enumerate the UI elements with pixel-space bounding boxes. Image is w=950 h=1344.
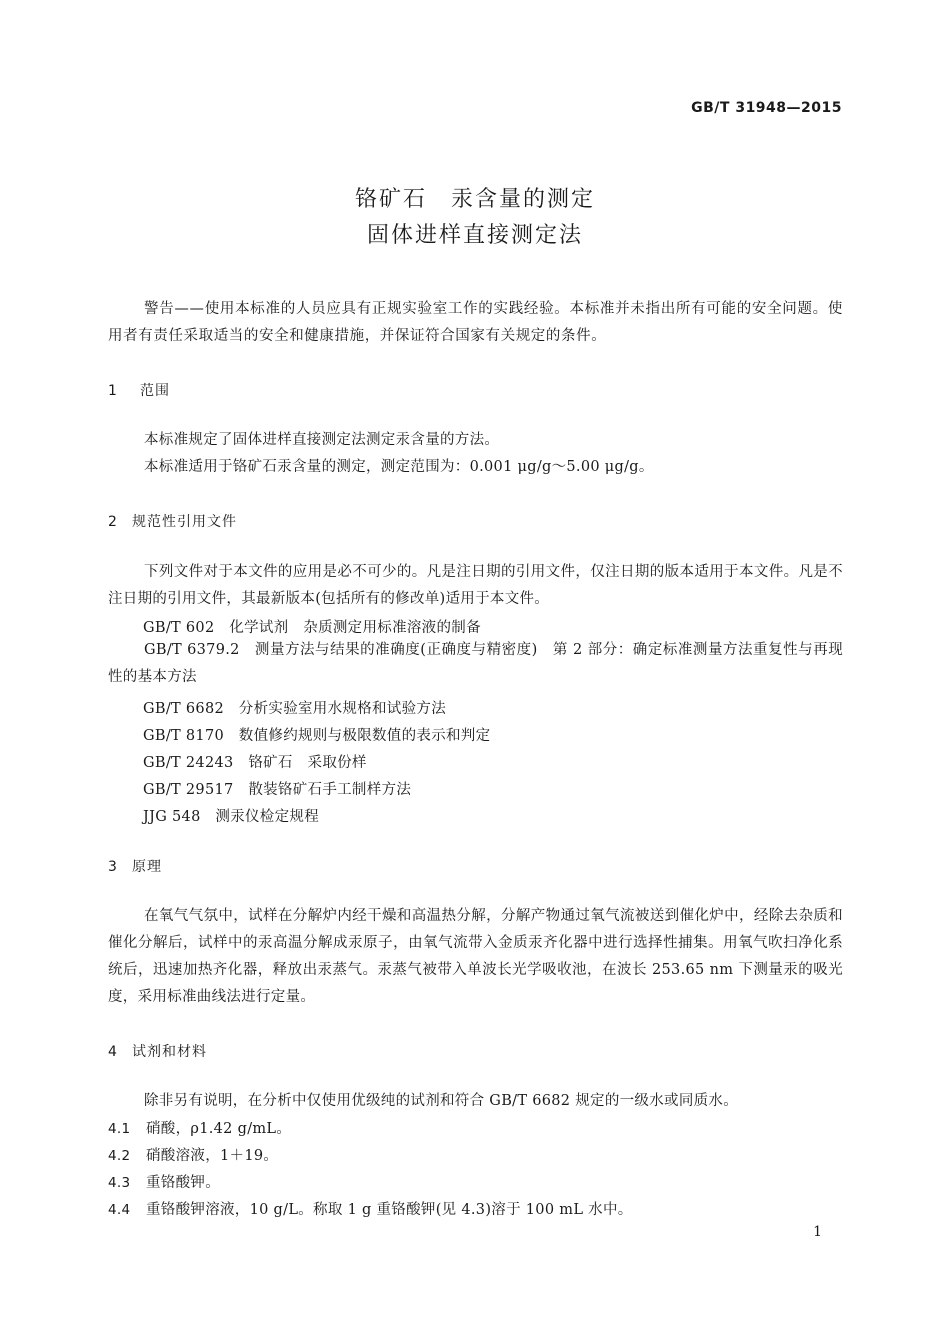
standard-code: GB/T 31948—2015	[691, 100, 842, 116]
section-title: 试剂和材料	[132, 1044, 207, 1060]
reagents-intro: 除非另有说明，在分析中仅使用优级纯的试剂和符合 GB/T 6682 规定的一级水或同质水。	[144, 1093, 739, 1109]
title-line-1: 铬矿石 汞含量的测定	[354, 187, 595, 212]
item-number: 4.1	[108, 1121, 131, 1137]
item-text: 重铬酸钾溶液，10 g/L。称取 1 g 重铬酸钾(见 4.3)溶于 100 mL 水中。	[146, 1202, 633, 1218]
reagent-item	[108, 1198, 633, 1219]
item-number: 4.3	[108, 1175, 131, 1191]
reference-item: GB/T 29517 散装铬矿石手工制样方法	[143, 782, 412, 798]
title-line-2: 固体进样直接测定法	[366, 223, 583, 248]
section-2-heading	[108, 511, 237, 531]
section-3-heading	[108, 856, 162, 876]
section-title: 规范性引用文件	[132, 514, 237, 530]
reference-item: GB/T 8170 数值修约规则与极限数值的表示和判定	[143, 728, 491, 744]
section-number: 1	[108, 383, 118, 399]
scope-paragraph-2: 本标准适用于铬矿石汞含量的测定，测定范围为：0.001 μg/g～5.00 μg/g。	[144, 459, 654, 475]
section-number: 4	[108, 1044, 118, 1060]
reagent-item	[108, 1144, 278, 1165]
section-title: 原理	[132, 859, 162, 875]
scope-paragraph-1: 本标准规定了固体进样直接测定法测定汞含量的方法。	[144, 432, 500, 448]
reference-item: GB/T 24243 铬矿石 采取份样	[143, 755, 367, 771]
item-text: 硝酸，ρ1.42 g/mL。	[146, 1121, 292, 1137]
reference-item: GB/T 602 化学试剂 杂质测定用标准溶液的制备	[143, 620, 481, 636]
item-text: 硝酸溶液，1＋19。	[146, 1148, 279, 1164]
references-intro: 下列文件对于本文件的应用是必不可少的。凡是注日期的引用文件，仅注日期的版本适用于本文件。凡是不注日期的引用文件，其最新版本(包括所有的修改单)适用于本文件。	[108, 564, 843, 607]
item-number: 4.4	[108, 1202, 131, 1218]
reagent-item	[108, 1171, 220, 1192]
page-number: 1	[813, 1224, 822, 1240]
section-title: 范围	[140, 383, 170, 399]
item-number: 4.2	[108, 1148, 131, 1164]
reference-item: JJG 548 测汞仪检定规程	[143, 809, 319, 825]
reagent-item	[108, 1117, 291, 1138]
warning-paragraph: 警告——使用本标准的人员应具有正规实验室工作的实践经验。本标准并未指出所有可能的安全问题。使用者有责任采取适当的安全和健康措施，并保证符合国家有关规定的条件。	[108, 301, 843, 344]
principle-paragraph: 在氧气气氛中，试样在分解炉内经干燥和高温热分解，分解产物通过氧气流被送到催化炉中，经除去杂质和催化分解后，试样中的汞高温分解成汞原子，由氧气流带入金质汞齐化器中进行选择性捕集。用氧气吹扫净化系统后，迅速加热齐化器，释放出汞蒸气。汞蒸气被带入单波长光学吸收池，在波长 253.65 nm 下测量汞的吸光度，采用标准曲线法进行定量。	[108, 908, 843, 1005]
section-number: 2	[108, 514, 118, 530]
reference-item: GB/T 6682 分析实验室用水规格和试验方法	[143, 701, 447, 717]
reference-item: GB/T 6379.2 测量方法与结果的准确度(正确度与精密度) 第 2 部分：确定标准测量方法重复性与再现性的基本方法	[108, 642, 843, 685]
section-number: 3	[108, 859, 118, 875]
section-1-heading	[108, 380, 170, 400]
section-4-heading	[108, 1041, 207, 1061]
item-text: 重铬酸钾。	[146, 1175, 220, 1191]
